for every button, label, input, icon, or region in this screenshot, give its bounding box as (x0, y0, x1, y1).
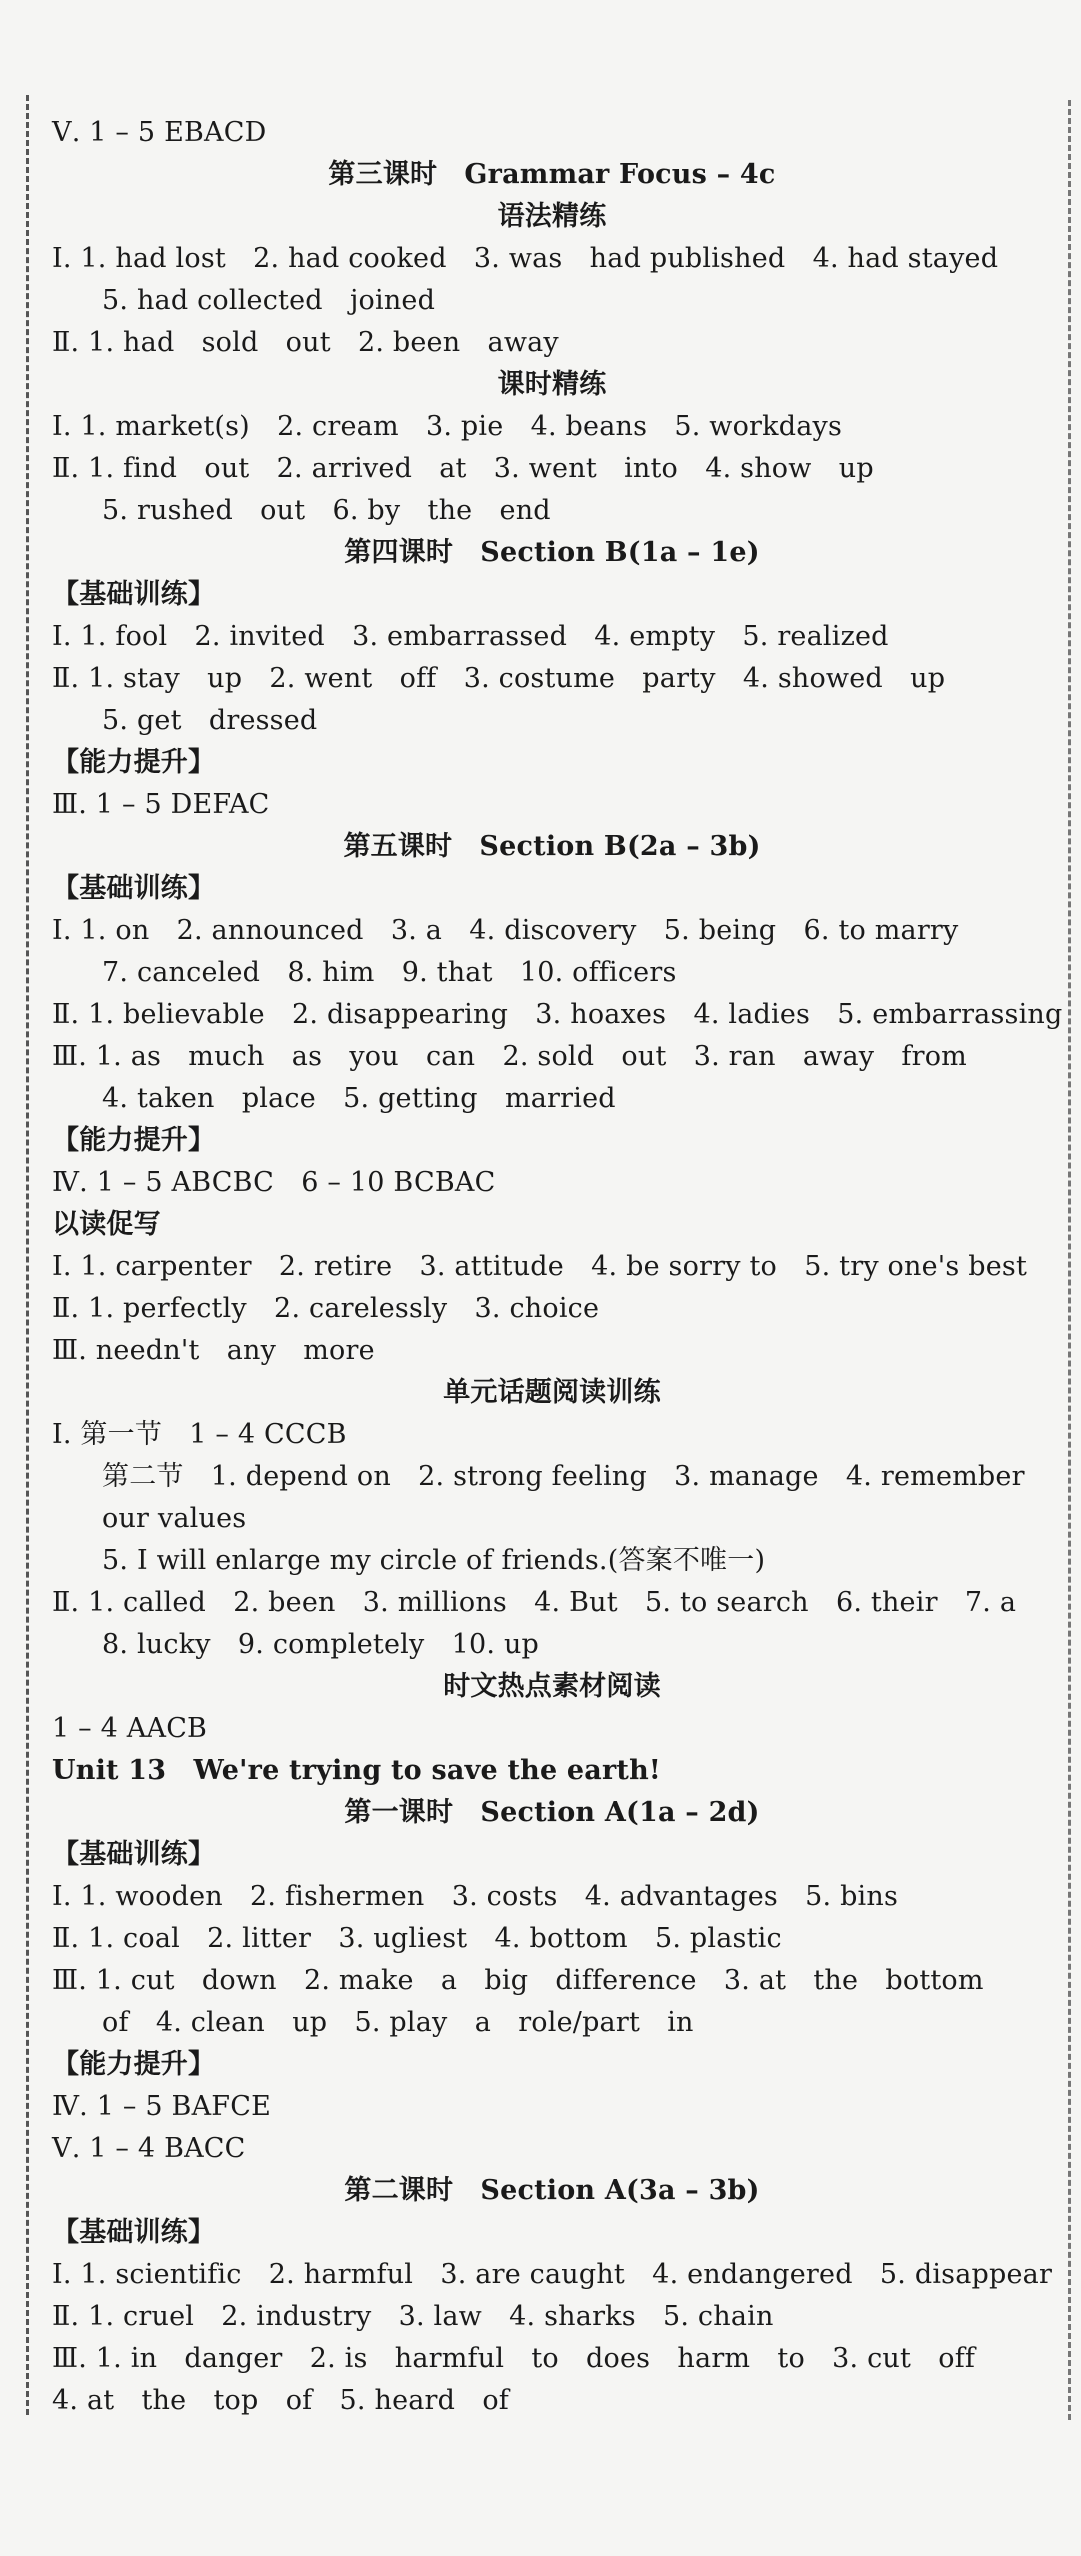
section-heading: 课时精练 (497, 369, 607, 400)
section-heading: 单元话题阅读训练 (443, 1377, 661, 1408)
subsection-label: 【基础训练】 (52, 2217, 216, 2248)
answer-line: Ⅱ. 1. believable 2. disappearing 3. hoaxes 4. ladies 5. embarrassing (52, 999, 1063, 1030)
answer-line: 第二节 1. depend on 2. strong feeling 3. manage 4. remember (102, 1461, 1025, 1492)
section-heading: 第四课时 Section B(1a – 1e) (344, 537, 760, 568)
subsection-label: 【基础训练】 (52, 579, 216, 610)
subsection-label: 【能力提升】 (52, 747, 216, 778)
answer-line: Ⅳ. 1 – 5 BAFCE (52, 2091, 271, 2122)
answer-line: Ⅱ. 1. find out 2. arrived at 3. went into 4. show up (52, 453, 874, 484)
right-dashed-margin-line (1068, 100, 1071, 2420)
answer-line: 8. lucky 9. completely 10. up (102, 1629, 540, 1660)
answer-line: 4. at the top of 5. heard of (52, 2385, 509, 2416)
left-dashed-margin-line (26, 95, 29, 2415)
subsection-label: Unit 13 We're trying to save the earth! (52, 1755, 661, 1786)
answer-line: Ⅱ. 1. had sold out 2. been away (52, 327, 559, 358)
section-heading: 第五课时 Section B(2a – 3b) (343, 831, 761, 862)
answer-line: Ⅳ. 1 – 5 ABCBC 6 – 10 BCBAC (52, 1167, 496, 1198)
answer-line: Ⅰ. 1. wooden 2. fishermen 3. costs 4. advantages 5. bins (52, 1881, 899, 1912)
answer-line: Ⅱ. 1. perfectly 2. carelessly 3. choice (52, 1293, 600, 1324)
answer-line: our values (102, 1503, 247, 1534)
answer-line: Ⅲ. needn't any more (52, 1335, 375, 1366)
answer-line: Ⅲ. 1. as much as you can 2. sold out 3. ran away from (52, 1041, 967, 1072)
answer-line: Ⅰ. 1. market(s) 2. cream 3. pie 4. beans 5. workdays (52, 411, 842, 442)
answer-content (52, 112, 1063, 2422)
answer-line: Ⅲ. 1. cut down 2. make a big difference 3. at the bottom (52, 1965, 984, 1996)
section-heading: 时文热点素材阅读 (443, 1671, 661, 1702)
answer-line: Ⅲ. 1 – 5 DEFAC (52, 789, 270, 820)
answer-line: Ⅰ. 1. fool 2. invited 3. embarrassed 4. empty 5. realized (52, 621, 889, 652)
subsection-label: 【能力提升】 (52, 2049, 216, 2080)
answer-line: 5. get dressed (102, 705, 318, 736)
subsection-label: 【能力提升】 (52, 1125, 216, 1156)
answer-line: Ⅲ. 1. in danger 2. is harmful to does harm to 3. cut off (52, 2343, 976, 2374)
answer-line: Ⅴ. 1 – 4 BACC (52, 2133, 246, 2164)
section-heading: 语法精练 (497, 201, 607, 232)
answer-line: 7. canceled 8. him 9. that 10. officers (102, 957, 677, 988)
answer-line: Ⅱ. 1. stay up 2. went off 3. costume party 4. showed up (52, 663, 946, 694)
subsection-label: 【基础训练】 (52, 1839, 216, 1870)
subsection-label: 【基础训练】 (52, 873, 216, 904)
section-heading: 第三课时 Grammar Focus – 4c (328, 159, 776, 190)
answer-line: Ⅰ. 1. carpenter 2. retire 3. attitude 4. be sorry to 5. try one's best (52, 1251, 1028, 1282)
subsection-label: 以读促写 (52, 1209, 161, 1240)
answer-line: of 4. clean up 5. play a role/part in (102, 2007, 694, 2038)
section-heading: 第一课时 Section A(1a – 2d) (344, 1797, 760, 1828)
answer-line: Ⅱ. 1. cruel 2. industry 3. law 4. sharks 5. chain (52, 2301, 774, 2332)
answer-line: 5. had collected joined (102, 285, 436, 316)
answer-line: 5. rushed out 6. by the end (102, 495, 551, 526)
answer-line: Ⅰ. 1. on 2. announced 3. a 4. discovery 5. being 6. to marry (52, 915, 959, 946)
answer-line: 5. I will enlarge my circle of friends.(答案不唯一) (102, 1545, 766, 1576)
answer-line: 4. taken place 5. getting married (102, 1083, 616, 1114)
answer-line: Ⅱ. 1. called 2. been 3. millions 4. But 5. to search 6. their 7. a (52, 1587, 1017, 1618)
answer-line: 1 – 4 AACB (52, 1713, 208, 1744)
answer-line: Ⅰ. 第一节 1 – 4 CCCB (52, 1419, 347, 1450)
answer-line: Ⅱ. 1. coal 2. litter 3. ugliest 4. bottom 5. plastic (52, 1923, 782, 1954)
answer-line: Ⅴ. 1 – 5 EBACD (52, 117, 267, 148)
answer-line: Ⅰ. 1. scientific 2. harmful 3. are caught 4. endangered 5. disappear (52, 2259, 1053, 2290)
answer-line: Ⅰ. 1. had lost 2. had cooked 3. was had published 4. had stayed (52, 243, 999, 274)
section-heading: 第二课时 Section A(3a – 3b) (344, 2175, 760, 2206)
